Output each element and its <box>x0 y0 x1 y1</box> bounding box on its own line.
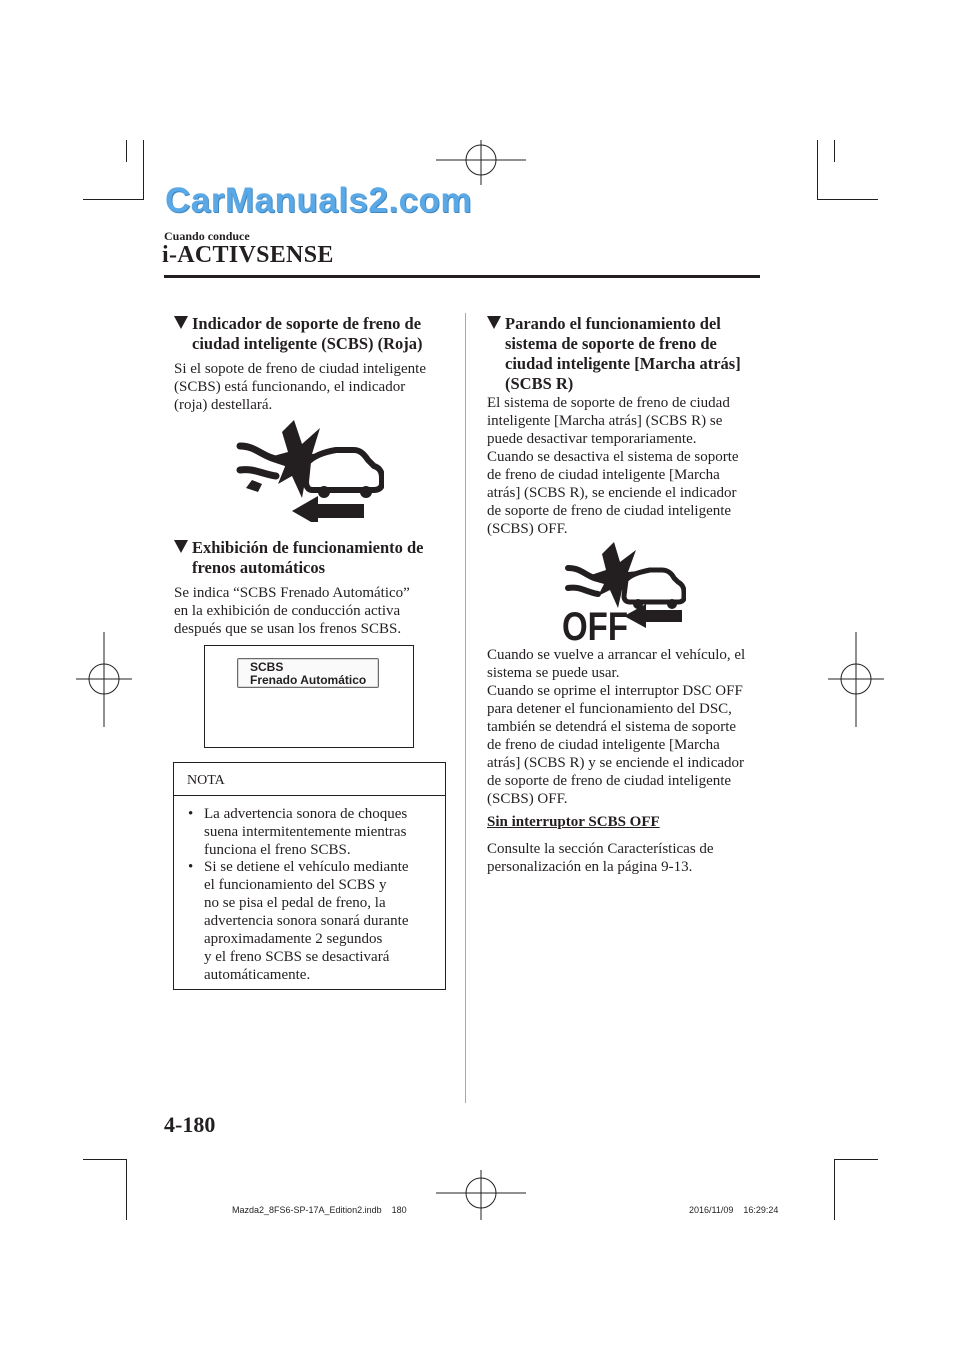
heading-line: Parando el funcionamiento del <box>505 314 721 333</box>
scbs-warning-icon <box>232 418 384 522</box>
paragraph-disable-scbs-r <box>487 394 739 538</box>
text-line: (SCBS) está funcionando, el indicador <box>174 379 406 395</box>
heading-line: frenos automáticos <box>192 558 326 577</box>
text-line: no se pisa el pedal de freno, la <box>204 895 386 911</box>
note-divider <box>174 795 445 796</box>
note-item <box>188 858 409 984</box>
message-line: Frenado Automático <box>250 673 367 687</box>
triangle-marker-icon <box>174 540 188 553</box>
registration-mark-bottom <box>436 1170 526 1220</box>
text-line: Consulte la sección Características de <box>487 841 714 857</box>
text-line: de freno de ciudad inteligente [Marcha <box>487 737 720 753</box>
note-box <box>173 762 446 990</box>
title-rule <box>164 275 760 278</box>
text-line: de freno de ciudad inteligente [Marcha <box>487 467 720 483</box>
registration-mark-left <box>76 632 132 727</box>
text-line: de soporte de freno de ciudad inteligente <box>487 503 732 519</box>
bullet: • <box>188 806 194 822</box>
heading-stop-scbs-r <box>487 314 741 394</box>
text-line: El sistema de soporte de freno de ciudad <box>487 395 730 411</box>
heading-line: sistema de soporte de freno de <box>505 334 717 353</box>
page-number: 4-180 <box>164 1112 216 1137</box>
paragraph-auto-brake <box>174 584 410 638</box>
text-line: (SCBS) OFF. <box>487 791 568 807</box>
bullet: • <box>188 859 194 875</box>
triangle-marker-icon <box>174 316 188 329</box>
text-line: de soporte de freno de ciudad inteligente <box>487 773 732 789</box>
scbs-off-icon <box>562 542 686 642</box>
text-line: suena intermitentemente mientras <box>204 824 407 840</box>
heading-scbs-indicator <box>174 314 423 354</box>
text-line: funciona el freno SCBS. <box>204 842 351 858</box>
text-line: y el freno SCBS se desactivará <box>204 949 390 965</box>
subheading-no-scbs-off-switch: Sin interruptor SCBS OFF <box>487 814 660 830</box>
text-line: personalización en la página 9-13. <box>487 859 693 875</box>
text-line: Cuando se oprime el interruptor DSC OFF <box>487 683 743 699</box>
heading-line: (SCBS R) <box>505 374 574 393</box>
text-line: puede desactivar temporariamente. <box>487 431 697 447</box>
text-line: automáticamente. <box>204 967 311 983</box>
scbs-auto-brake-message <box>237 658 379 688</box>
text-line: Cuando se desactiva el sistema de soporte <box>487 449 739 465</box>
text-line: Si se detiene el vehículo mediante <box>204 859 409 875</box>
text-line: atrás] (SCBS R), se enciende el indicador <box>487 485 737 501</box>
section-name: Cuando conduce <box>164 229 250 243</box>
watermark-logo: CarManuals2.com <box>165 181 473 220</box>
heading-line: ciudad inteligente (SCBS) (Roja) <box>192 334 423 353</box>
text-line: Cuando se vuelve a arrancar el vehículo, el <box>487 647 746 663</box>
text-line: sistema se puede usar. <box>487 665 620 681</box>
text-line: el funcionamiento del SCBS y <box>204 877 387 893</box>
paragraph-customization-ref <box>487 840 714 876</box>
text-line: Se indica “SCBS Frenado Automático” <box>174 585 410 601</box>
heading-line: Indicador de soporte de freno de <box>192 314 422 333</box>
paragraph-restart-dsc <box>487 646 745 808</box>
active-driving-display-illustration <box>204 645 414 748</box>
text-line: inteligente [Marcha atrás] (SCBS R) se <box>487 413 723 429</box>
registration-mark-right <box>828 632 884 727</box>
text-line: aproximadamente 2 segundos <box>204 931 383 947</box>
heading-line: Exhibición de funcionamiento de <box>192 538 424 557</box>
text-line: La advertencia sonora de choques <box>204 806 408 822</box>
text-line: también se detendrá el sistema de soporte <box>487 719 737 735</box>
note-item <box>188 805 407 859</box>
paragraph-indicator <box>174 360 426 414</box>
page-title: i-ACTIVSENSE <box>162 242 334 268</box>
heading-line: ciudad inteligente [Marcha atrás] <box>505 354 741 373</box>
text-line: en la exhibición de conducción activa <box>174 603 401 619</box>
icon-off-label: OFF <box>562 605 628 642</box>
note-title: NOTA <box>187 773 225 788</box>
text-line: advertencia sonora sonará durante <box>204 913 409 929</box>
text-line: para detener el funcionamiento del DSC, <box>487 701 732 717</box>
text-line: (roja) destellará. <box>174 397 273 413</box>
column-divider <box>465 313 466 1103</box>
print-timestamp: 2016/11/09 16:29:24 <box>689 1205 779 1215</box>
print-file-info: Mazda2_8FS6-SP-17A_Edition2.indb 180 <box>232 1205 407 1215</box>
heading-auto-brake-display <box>174 538 424 578</box>
triangle-marker-icon <box>487 316 501 329</box>
message-line: SCBS <box>250 660 284 674</box>
text-line: (SCBS) OFF. <box>487 521 568 537</box>
text-line: después que se usan los frenos SCBS. <box>174 621 402 637</box>
text-line: atrás] (SCBS R) y se enciende el indicador <box>487 755 745 771</box>
text-line: Si el sopote de freno de ciudad inteligente <box>174 361 427 377</box>
